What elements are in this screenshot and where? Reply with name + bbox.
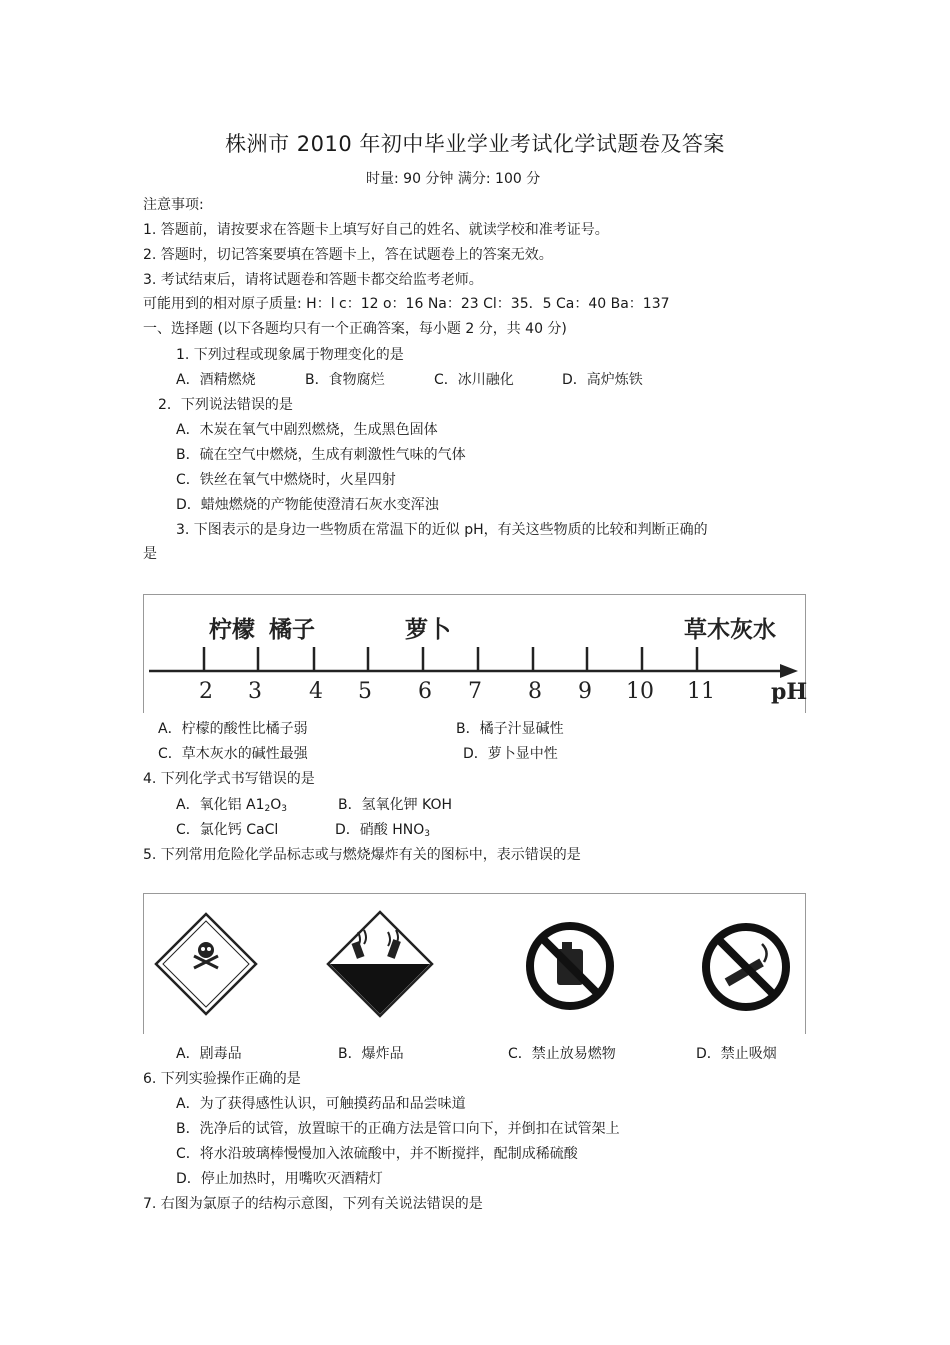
ph-label-ash-water: 草木灰水 [684,616,776,643]
question-3-stem: 3. 下图表示的是身边一些物质在常温下的近似 pH，有关这些物质的比较和判断正确的 [176,522,708,538]
explosive-sign-icon [328,912,432,1016]
question-6-option-a: A．为了获得感性认识，可触摸药品和品尝味道 [176,1096,466,1112]
question-1-option-d: D．高炉炼铁 [562,372,643,388]
notice-heading: 注意事项: [143,197,204,213]
question-1-option-a: A．酒精燃烧 [176,372,256,388]
question-5-option-d: D．禁止吸烟 [696,1046,777,1062]
question-3-stem-cont: 是 [143,546,157,562]
question-3-option-d: D．萝卜显中性 [463,746,558,762]
question-2-option-b: B．硫在空气中燃烧，生成有刺激性气味的气体 [176,447,466,463]
ph-tick: 7 [468,679,482,704]
question-5-option-a: A．剧毒品 [176,1046,242,1062]
question-4-option-c: C．氯化钙 CaCl [176,822,279,838]
question-5-option-b: B．爆炸品 [338,1046,404,1062]
ph-tick: 6 [418,679,432,704]
notice-item: 2. 答题时，切记答案要填在答题卡上，答在试题卷上的答案无效。 [143,247,553,263]
notice-item: 1. 答题前，请按要求在答题卡上填写好自己的姓名、就读学校和准考证号。 [143,222,609,238]
ph-label-lemon: 柠檬 [209,616,255,643]
ph-tick: 8 [528,679,542,704]
ph-axis-label: pH [771,679,808,705]
ph-tick: 2 [199,679,213,704]
question-1-option-b: B．食物腐烂 [305,372,385,388]
notice-item: 3. 考试结束后，请将试题卷和答题卡都交给监考老师。 [143,272,483,288]
toxic-sign-icon [156,914,256,1014]
question-6-option-d: D．停止加热时，用嘴吹灭酒精灯 [176,1171,383,1187]
question-3-option-a: A．柠檬的酸性比橘子弱 [158,721,308,737]
ph-scale-figure [143,594,806,713]
no-smoking-sign-icon [706,927,786,1007]
question-2-option-a: A．木炭在氧气中剧烈燃烧，生成黑色固体 [176,422,438,438]
question-4-stem: 4. 下列化学式书写错误的是 [143,771,315,787]
question-3-option-b: B．橘子汁显碱性 [456,721,564,737]
question-4-option-a: A．氧化铝 $A1_2O_3$ [176,797,288,814]
no-flammables-sign-icon [530,926,610,1006]
page-title: 株洲市 2010 年初中毕业学业考试化学试题卷及答案 [225,132,725,156]
ph-tick: 5 [358,679,372,704]
question-5-option-c: C．禁止放易燃物 [508,1046,616,1062]
question-2-stem: 2．下列说法错误的是 [158,397,293,413]
ph-label-radish: 萝卜 [405,616,451,643]
question-1-option-c: C．冰川融化 [434,372,514,388]
ph-tick: 11 [687,679,715,704]
question-6-option-c: C．将水沿玻璃棒慢慢加入浓硫酸中，并不断搅拌，配制成稀硫酸 [176,1146,578,1162]
question-5-stem: 5. 下列常用危险化学品标志或与燃烧爆炸有关的图标中，表示错误的是 [143,847,581,863]
ph-label-orange: 橘子 [269,616,315,643]
atomic-mass-line: 可能用到的相对原子质量: H：l c：12 o：16 Na：23 Cl：35．5 Ca：40 Ba：137 [143,296,670,312]
question-6-stem: 6. 下列实验操作正确的是 [143,1071,301,1087]
section-heading: 一、选择题 (以下各题均只有一个正确答案，每小题 2 分，共 40 分) [143,321,567,337]
question-2-option-d: D．蜡烛燃烧的产物能使澄清石灰水变浑浊 [176,497,439,513]
ph-tick: 4 [309,679,323,704]
question-4-option-d: D．硝酸 $HNO_3$ [335,822,430,839]
question-7-stem: 7. 右图为氯原子的结构示意图，下列有关说法错误的是 [143,1196,483,1212]
ph-tick: 9 [578,679,592,704]
exam-info: 时量: 90 分钟 满分: 100 分 [366,171,541,187]
question-4-option-b: B．氢氧化钾 KOH [338,797,453,813]
ph-tick: 3 [248,679,262,704]
ph-tick: 10 [626,679,654,704]
question-2-option-c: C．铁丝在氧气中燃烧时，火星四射 [176,472,396,488]
question-6-option-b: B．洗净后的试管，放置晾干的正确方法是管口向下，并倒扣在试管架上 [176,1121,620,1137]
hazard-signs-figure [143,893,806,1034]
question-1-stem: 1. 下列过程或现象属于物理变化的是 [176,347,404,363]
question-3-option-c: C．草木灰水的碱性最强 [158,746,308,762]
